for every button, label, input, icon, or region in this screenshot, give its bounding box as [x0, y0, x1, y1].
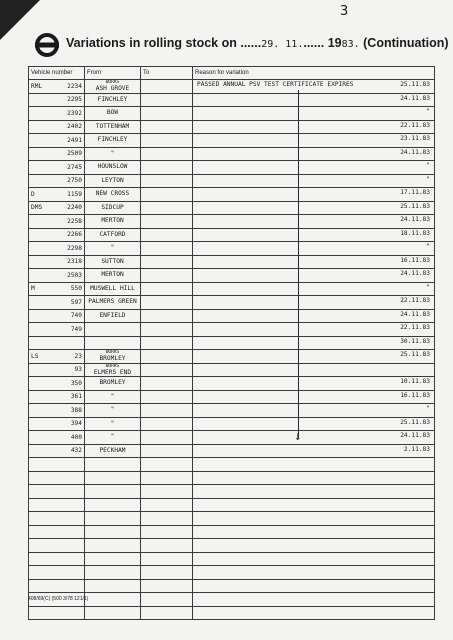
reason-cell [193, 309, 435, 323]
expiry-date: 16.11.83 [400, 256, 430, 264]
vehicle-number-cell [29, 296, 85, 310]
from-cell [85, 107, 141, 121]
vehicle-number: 2266 [67, 231, 82, 239]
expiry-date: 22.11.83 [400, 121, 430, 129]
table-row-blank [29, 606, 435, 620]
to-cell [141, 215, 193, 229]
table-row [29, 350, 435, 364]
vehicle-number-cell [29, 161, 85, 175]
vehicle-number-cell [29, 134, 85, 148]
header-vehicle-number: Vehicle number [29, 67, 85, 80]
table-row-blank [29, 566, 435, 580]
vehicle-number-cell [29, 174, 85, 188]
from-cell [85, 188, 141, 202]
vehicle-number-cell [29, 242, 85, 256]
expiry-date: 25.11.83 [400, 418, 430, 426]
title-year-suffix: 83. [341, 39, 360, 50]
from-cell [85, 80, 141, 94]
from-cell [85, 336, 141, 350]
from-cell [85, 201, 141, 215]
from-cell [85, 269, 141, 283]
vehicle-number-cell [29, 215, 85, 229]
vehicle-number: 388 [70, 406, 82, 414]
vehicle-number: 400 [70, 433, 82, 441]
rolling-stock-table [28, 66, 435, 620]
reason-cell [193, 323, 435, 337]
table-row [29, 404, 435, 418]
vehicle-number: 2240 [67, 204, 82, 212]
expiry-date: 24.11.83 [400, 310, 430, 318]
from-garage: TOTTENHAM [95, 122, 130, 130]
from-cell [85, 444, 141, 458]
table-row-blank [29, 593, 435, 607]
vehicle-number: 2318 [67, 258, 82, 266]
table-row [29, 134, 435, 148]
form-footer-code: 408/69(C) (500 3/78 121/1) [28, 596, 89, 602]
to-cell [141, 188, 193, 202]
to-cell [141, 161, 193, 175]
vehicle-class [31, 164, 47, 171]
from-garage: BROMLEY [99, 379, 126, 387]
to-cell [141, 444, 193, 458]
to-cell [141, 296, 193, 310]
from-cell [85, 242, 141, 256]
from-cell [85, 417, 141, 431]
from-garage: BOW [106, 109, 119, 117]
table-row [29, 417, 435, 431]
vehicle-number: 597 [70, 298, 82, 306]
vehicle-class [31, 218, 47, 225]
table-row [29, 107, 435, 121]
vehicle-number-cell [29, 107, 85, 121]
london-transport-roundel-icon [34, 32, 60, 58]
table-row [29, 215, 435, 229]
vehicle-number: 350 [70, 379, 82, 387]
reason-cell [193, 93, 435, 107]
vehicle-class [31, 110, 47, 117]
to-cell [141, 80, 193, 94]
from-garage: PECKHAM [99, 446, 126, 454]
ditto-arrow-line [298, 90, 299, 438]
vehicle-number: 23 [74, 352, 82, 360]
vehicle-number-cell [29, 404, 85, 418]
reason-cell [193, 120, 435, 134]
table-row [29, 80, 435, 94]
vehicle-number-cell [29, 80, 85, 94]
vehicle-number-cell [29, 350, 85, 364]
expiry-date: 22.11.83 [400, 324, 430, 331]
to-cell [141, 134, 193, 148]
to-cell [141, 269, 193, 283]
table-row [29, 390, 435, 404]
works-label: WORKS [105, 350, 120, 356]
expiry-date: 10.11.83 [400, 378, 430, 385]
vehicle-number: 2503 [67, 271, 82, 279]
table-row [29, 296, 435, 310]
from-garage: HOUNSLOW [97, 163, 128, 171]
vehicle-number-cell [29, 323, 85, 337]
vehicle-number: 2745 [67, 163, 82, 171]
from-cell [85, 282, 141, 296]
to-cell [141, 350, 193, 364]
vehicle-number: 2234 [67, 82, 82, 90]
reason-cell [193, 228, 435, 242]
from-garage: " [110, 392, 115, 400]
table-row [29, 444, 435, 458]
reason-cell [193, 363, 435, 377]
table-row [29, 161, 435, 175]
header-to: To [141, 67, 193, 80]
from-cell [85, 309, 141, 323]
title-continuation: (Continuation) [363, 36, 449, 50]
table-row [29, 93, 435, 107]
vehicle-class [31, 299, 47, 306]
vehicle-number-cell [29, 444, 85, 458]
to-cell [141, 201, 193, 215]
table-header-row [29, 67, 435, 80]
reason-cell [193, 174, 435, 188]
table-row [29, 255, 435, 269]
to-cell [141, 377, 193, 391]
reason-cell [193, 431, 435, 445]
vehicle-class [31, 245, 47, 252]
to-cell [141, 431, 193, 445]
from-cell [85, 296, 141, 310]
expiry-date: " [426, 108, 430, 115]
from-garage: " [110, 149, 115, 157]
from-garage: LEYTON [101, 176, 124, 184]
from-garage: ELMERS END [93, 368, 132, 376]
vehicle-number-cell [29, 93, 85, 107]
from-cell [85, 350, 141, 364]
expiry-date: " [426, 243, 430, 250]
from-cell [85, 174, 141, 188]
table-row [29, 363, 435, 377]
from-garage: " [110, 244, 115, 252]
vehicle-class [31, 137, 47, 144]
vehicle-class [31, 272, 47, 279]
works-label: WORKS [105, 363, 120, 369]
vehicle-number-cell [29, 377, 85, 391]
reason-cell [193, 336, 435, 350]
from-garage: FINCHLEY [97, 95, 128, 103]
from-cell [85, 215, 141, 229]
expiry-date: " [426, 283, 430, 291]
vehicle-class [31, 380, 47, 387]
vehicle-class: DMS [31, 204, 43, 212]
title-date: 29. 11. [261, 39, 304, 50]
reason-cell [193, 350, 435, 364]
reason-cell [193, 404, 435, 418]
from-garage: " [110, 406, 115, 414]
vehicle-class [31, 434, 47, 441]
from-cell [85, 390, 141, 404]
vehicle-class [31, 231, 47, 238]
from-cell [85, 404, 141, 418]
reason-cell [193, 390, 435, 404]
reason-cell [193, 255, 435, 269]
vehicle-class [31, 407, 47, 414]
table-row-blank [29, 552, 435, 566]
to-cell [141, 242, 193, 256]
table-row [29, 282, 435, 296]
title-year-prefix: 19 [327, 36, 342, 50]
reason-cell [193, 296, 435, 310]
table-row-blank [29, 579, 435, 593]
to-cell [141, 255, 193, 269]
to-cell [141, 417, 193, 431]
reason-cell [193, 201, 435, 215]
reason-cell [193, 269, 435, 283]
vehicle-number-cell [29, 120, 85, 134]
vehicle-number: 432 [70, 447, 82, 455]
reason-cell [193, 161, 435, 175]
reason-cell [193, 417, 435, 431]
from-garage: CATFORD [99, 230, 126, 238]
table-row-blank [29, 458, 435, 472]
vehicle-number: 1159 [67, 190, 82, 198]
from-cell [85, 255, 141, 269]
header-from: From [85, 67, 141, 80]
from-garage: ENFIELD [99, 311, 126, 319]
reason-cell [193, 242, 435, 256]
vehicle-class [31, 393, 47, 400]
table-row [29, 377, 435, 391]
reason-cell [193, 80, 435, 94]
vehicle-number: 2402 [67, 123, 82, 131]
reason-text: PASSED ANNUAL PSV TEST CERTIFICATE EXPIRES [197, 81, 354, 88]
to-cell [141, 323, 193, 337]
from-garage: MERTON [101, 217, 124, 225]
to-cell [141, 107, 193, 121]
reason-cell [193, 134, 435, 148]
from-garage: SIDCUP [101, 203, 124, 211]
reason-cell [193, 107, 435, 121]
to-cell [141, 93, 193, 107]
from-cell [85, 120, 141, 134]
from-cell [85, 323, 141, 337]
table-row [29, 336, 435, 350]
vehicle-number: 2295 [67, 96, 82, 104]
from-cell [85, 363, 141, 377]
expiry-date: " [426, 175, 430, 183]
to-cell [141, 120, 193, 134]
table-row [29, 201, 435, 215]
from-garage: NEW CROSS [95, 190, 130, 198]
from-garage: " [110, 419, 115, 427]
from-cell [85, 147, 141, 161]
table-row-blank [29, 485, 435, 499]
vehicle-class [31, 177, 47, 184]
table-row-blank [29, 498, 435, 512]
table-row [29, 309, 435, 323]
table-row [29, 228, 435, 242]
title-prefix: Variations in rolling stock on [66, 36, 237, 50]
vehicle-number: 740 [70, 312, 82, 320]
vehicle-number: 361 [70, 393, 82, 401]
from-garage: FINCHLEY [97, 136, 128, 144]
from-garage: PALMERS GREEN [88, 298, 137, 306]
table-row [29, 120, 435, 134]
vehicle-class: RML [31, 82, 43, 90]
from-cell [85, 134, 141, 148]
from-garage: SUTTON [101, 257, 124, 265]
arrow-down-icon: ↓ [294, 433, 302, 443]
vehicle-number-cell [29, 269, 85, 283]
expiry-date: 24.11.83 [400, 432, 430, 439]
vehicle-number: 2258 [67, 217, 82, 225]
vehicle-class [31, 326, 47, 333]
vehicle-class [31, 447, 47, 454]
to-cell [141, 228, 193, 242]
from-cell [85, 161, 141, 175]
vehicle-class: D [31, 190, 35, 198]
from-cell [85, 377, 141, 391]
vehicle-class [31, 150, 47, 157]
to-cell [141, 282, 193, 296]
vehicle-number-cell [29, 201, 85, 215]
expiry-date: 25.11.83 [400, 351, 430, 358]
vehicle-class: LS [31, 352, 39, 360]
reason-cell [193, 377, 435, 391]
to-cell [141, 363, 193, 377]
vehicle-number: 93 [74, 366, 82, 374]
from-garage: ASH GROVE [95, 85, 130, 93]
to-cell [141, 174, 193, 188]
table-row [29, 323, 435, 337]
expiry-date: 30.11.83 [400, 337, 430, 345]
vehicle-number-cell [29, 282, 85, 296]
table-row [29, 269, 435, 283]
table-row [29, 242, 435, 256]
table-row-blank [29, 471, 435, 485]
expiry-date: 18.11.83 [400, 229, 430, 237]
from-cell [85, 431, 141, 445]
vehicle-number-cell [29, 228, 85, 242]
expiry-date: 2.11.83 [403, 445, 430, 453]
vehicle-number: 394 [70, 420, 82, 428]
expiry-date: 24.11.83 [400, 216, 430, 223]
vehicle-number-cell [29, 390, 85, 404]
vehicle-number: 550 [70, 285, 82, 293]
expiry-date: " [426, 162, 430, 169]
vehicle-class [31, 96, 47, 103]
table-row [29, 188, 435, 202]
from-garage: " [110, 433, 115, 441]
vehicle-class: M [31, 285, 35, 293]
reason-cell [193, 147, 435, 161]
from-garage: BROMLEY [99, 355, 126, 363]
vehicle-class [31, 312, 47, 319]
expiry-date: 25.11.83 [400, 81, 430, 88]
expiry-date: 24.11.83 [400, 148, 430, 156]
header-reason: Reason for variation [193, 67, 435, 80]
table-row [29, 431, 435, 445]
page-number: 3 [340, 4, 349, 19]
vehicle-number-cell [29, 147, 85, 161]
vehicle-number: 2750 [67, 177, 82, 185]
vehicle-number: 2298 [67, 244, 82, 252]
to-cell [141, 147, 193, 161]
vehicle-number-cell [29, 431, 85, 445]
table-row-blank [29, 539, 435, 553]
reason-cell [193, 282, 435, 296]
from-garage: MUSWELL HILL [90, 284, 135, 292]
to-cell [141, 390, 193, 404]
from-garage: MERTON [101, 271, 124, 279]
to-cell [141, 309, 193, 323]
expiry-date: " [426, 405, 430, 412]
reason-cell [193, 188, 435, 202]
vehicle-number: 2509 [67, 150, 82, 158]
table-row-blank [29, 512, 435, 526]
vehicle-number-cell [29, 255, 85, 269]
expiry-date: 24.11.83 [400, 270, 430, 277]
vehicle-class [31, 420, 47, 427]
vehicle-number: 2392 [67, 109, 82, 117]
table-row [29, 147, 435, 161]
expiry-date: 16.11.83 [400, 391, 430, 399]
expiry-date: 23.11.83 [400, 135, 430, 142]
reason-cell [193, 444, 435, 458]
vehicle-class [31, 258, 47, 265]
works-label: WORKS [105, 80, 120, 86]
vehicle-number-cell [29, 309, 85, 323]
from-cell [85, 228, 141, 242]
vehicle-class [31, 366, 47, 373]
expiry-date: 25.11.83 [400, 202, 430, 210]
vehicle-number-cell [29, 188, 85, 202]
vehicle-number-cell [29, 336, 85, 350]
expiry-date: 17.11.83 [400, 189, 430, 196]
expiry-date: 22.11.83 [400, 297, 430, 304]
vehicle-number-cell [29, 363, 85, 377]
vehicle-number: 2491 [67, 136, 82, 144]
form-title: Variations in rolling stock on ......29. 11....... 1983. (Continuation) [66, 36, 449, 50]
to-cell [141, 336, 193, 350]
vehicle-class [31, 123, 47, 130]
vehicle-number: 749 [70, 325, 82, 333]
table-row-blank [29, 525, 435, 539]
to-cell [141, 404, 193, 418]
reason-cell [193, 215, 435, 229]
table-row [29, 174, 435, 188]
from-cell [85, 93, 141, 107]
vehicle-number-cell [29, 417, 85, 431]
expiry-date: 24.11.83 [400, 94, 430, 102]
